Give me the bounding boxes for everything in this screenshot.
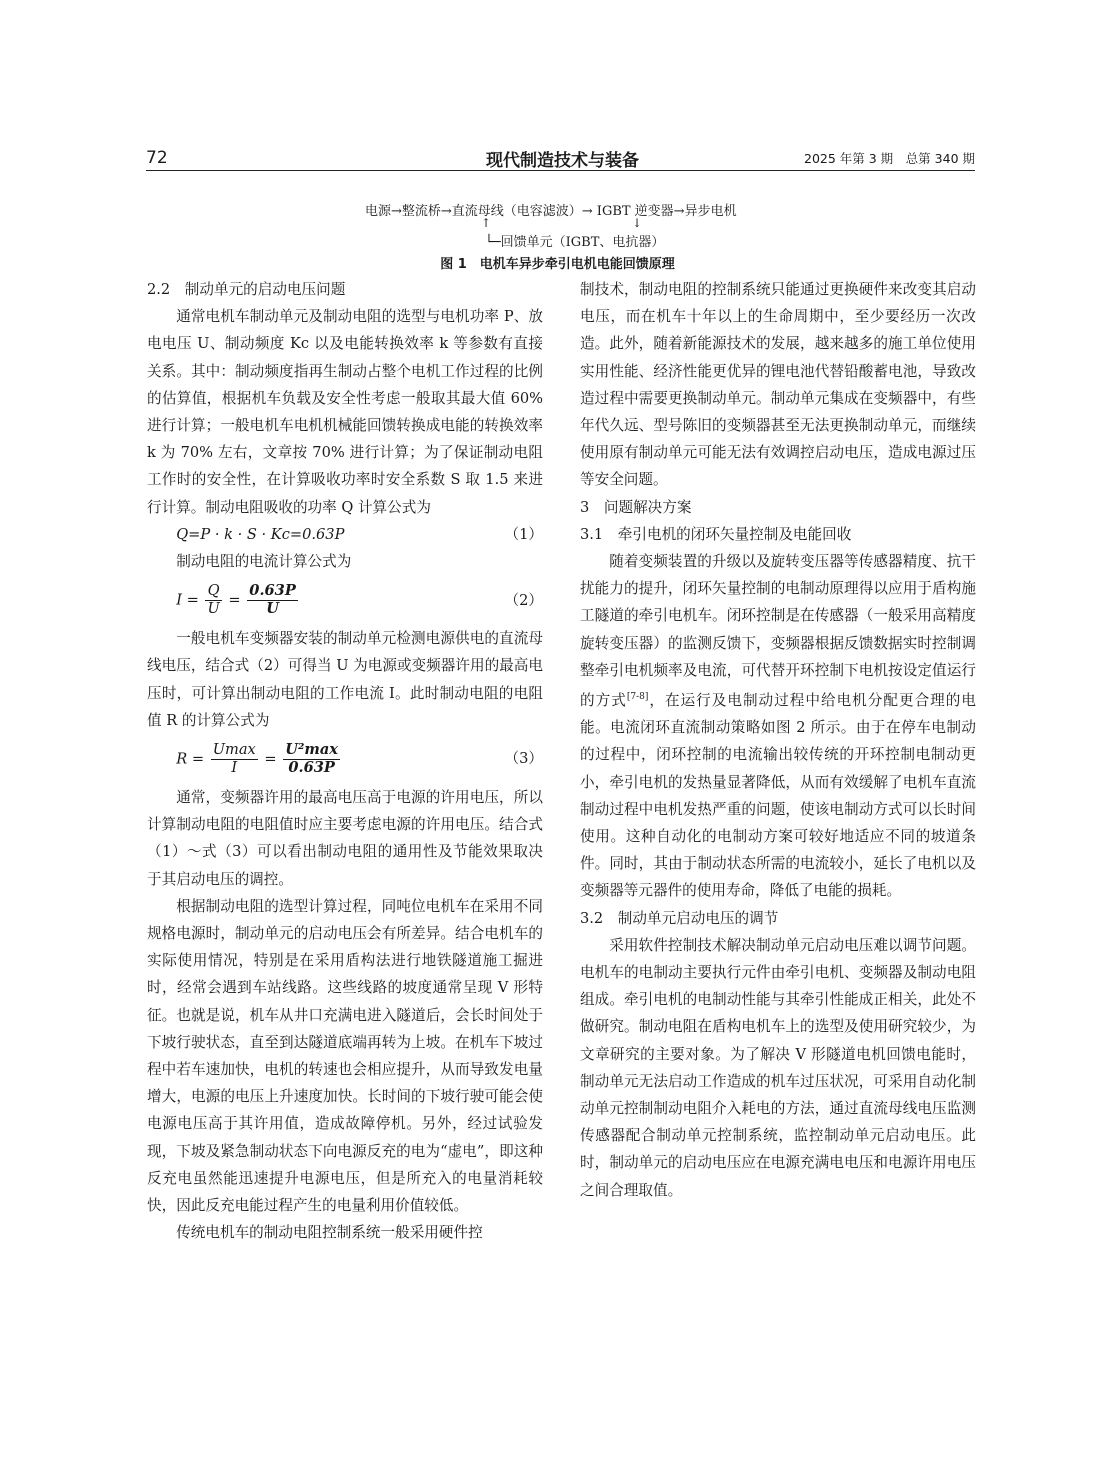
eq2-numerator-2: 0.63P	[249, 581, 296, 599]
eq3-equals: =	[264, 750, 277, 768]
paragraph-text: ，在运行及电制动过程中给电机分配更合理的电能。电流闭环直流制动策略如图 2 所示。由于在停车电制动的过程中，闭环控制的电流输出较传统的开环控制电制动更小，牵引电机的发热量显著降低，从而有效缓解了电机车直流制动过程中电机发热严重的问题，使该电制动方式可以长时间使用。这种自动化的电制动方案可较好地适应不同的坡道条件。同时，其由于制动状态所需的电流较小，延长了电机以及变频器等元器件的使用寿命，降低了电能的损耗。	[580, 691, 976, 900]
eq2-denominator-1: U	[207, 599, 220, 617]
equation-2	[147, 575, 543, 625]
equation-1-number: （1）	[504, 525, 543, 543]
figure-1	[0, 200, 1115, 270]
eq2-numerator-1: Q	[205, 583, 221, 601]
equation-1	[147, 521, 543, 548]
section-2-2-title: 2.2 制动单元的启动电压问题	[147, 281, 346, 298]
paragraph: 传统电机车的制动电阻控制系统一般采用硬件控	[176, 1224, 483, 1242]
section-3-1-title: 3.1 牵引电机的闭环矢量控制及电能回收	[580, 525, 852, 543]
paragraph	[580, 548, 976, 905]
paragraph: 根据制动电阻的选型计算过程，同吨位电机车在采用不同规格电源时，制动单元的启动电压会有所差异。结合电机车的实际使用情况，特别是在采用盾构法进行地铁隧道施工掘进时，经常会遇到车站线路。这些线路的坡度通常呈现 V 形特征。也就是说，机车从井口充满电进入隧道后，会长时间处于下坡行驶状态，直至到达隧道底端再转为上坡。在机车下坡过程中若车速加快，电机的转速也会相应提升，从而导致发电量增大，电源的电压上升速度加快。长时间的下坡行驶可能会使电源电压高于其许用值，造成故障停机。另外，经过试验发现，下坡及紧急制动状态下向电源反充的电为“虚电”，即这种反充电虽然能迅速提升电源电压，但是所充入的电量消耗较快，因此反充电能过程产生的电量利用价值较低。	[147, 897, 543, 1215]
right-column	[580, 276, 976, 1204]
figure-feedback-unit: └─回馈单元（IGBT、电抗器）	[485, 235, 665, 250]
eq3-numerator-1: Umax	[212, 740, 256, 758]
figure-caption: 图 1 电机车异步牵引电机电能回馈原理	[440, 257, 675, 272]
arrow-down-icon: ↓	[632, 216, 643, 230]
eq2-lhs: I =	[176, 591, 199, 609]
left-column	[147, 276, 543, 1247]
section-3-2-title: 3.2 制动单元启动电压的调节	[580, 909, 779, 927]
paragraph: 制动电阻的电流计算公式为	[176, 553, 352, 571]
equation-1-body: Q=P · k · S · Kc=0.63P	[176, 525, 345, 543]
arrow-up-icon: ↑	[481, 216, 492, 230]
paragraph: 采用软件控制技术解决制动单元启动电压难以调节问题。电机车的电制动主要执行元件由牵引电机、变频器及制动电阻组成。牵引电机的电制动性能与其牵引性能成正相关，此处不做研究。制动电阻在盾构电机车上的选型及使用研究较少，为文章研究的主要对象。为了解决 V 形隧道电机回馈电能时，制动单元无法启动工作造成的机车过压状况，可采用自动化制动单元控制制动电阻介入耗电的方法，通过直流母线电压监测传感器配合制动单元控制系统，监控制动单元启动电压。此时，制动单元的启动电压应在电源充满电电压和电源许用电压之间合理取值。	[580, 936, 976, 1199]
eq2-denominator-2: U	[266, 599, 279, 617]
eq3-denominator-2: 0.63P	[288, 758, 335, 776]
paragraph: 一般电机车变频器安装的制动单元检测电源供电的直流母线电压，结合式（2）可得当 U 为电源或变频器许用的最高电压时，可计算出制动电阻的工作电流 I。此时制动电阻的电阻值 R 的计算公式为	[147, 630, 543, 729]
paragraph: 通常，变频器许用的最高电压高于电源的许用电压，所以计算制动电阻的电阻值时应主要考虑电源的许用电压。结合式（1）～式（3）可以看出制动电阻的通用性及节能效果取决于其启动电压的调控。	[147, 789, 543, 888]
eq3-lhs: R =	[176, 750, 205, 768]
journal-title: 现代制造技术与装备	[486, 151, 639, 171]
eq2-equals: =	[228, 591, 241, 609]
figure-flow-main: 电源→整流桥→直流母线（电容滤波）→ IGBT 逆变器→异步电机	[365, 204, 737, 219]
page-number: 72	[146, 148, 168, 168]
equation-3-number: （3）	[504, 750, 543, 768]
eq3-numerator-2: U²max	[285, 740, 338, 758]
page-header	[146, 146, 975, 171]
issue-info: 2025 年第 3 期 总第 340 期	[804, 151, 975, 166]
paragraph-text: 随着变频装置的升级以及旋转变压器等传感器精度、抗干扰能力的提升，闭环矢量控制的电制动原理得以应用于盾构施工隧道的牵引电机车。闭环控制是在传感器（一般采用高精度旋转变压器）的监测反馈下，变频器根据反馈数据实时控制调整牵引电机频率及电流，可代替开环控制下电机按设定值运行的方式	[580, 553, 976, 709]
section-3-title: 3 问题解决方案	[580, 498, 692, 516]
paragraph: 通常电机车制动单元及制动电阻的选型与电机功率 P、放电电压 U、制动频度 Kc 以及电能转换效率 k 等参数有直接关系。其中：制动频度指再生制动占整个电机工作过程的比例的估算值，根据机车负载及安全性考虑一般取其最大值 60% 进行计算；一般电机车电机机械能回馈转换成电能的转换效率 k 为 70% 左右，文章按 70% 进行计算；为了保证制动电阻工作时的安全性，在计算吸收功率时安全系数 S 取 1.5 来进行计算。制动电阻吸收的功率 Q 计算公式为	[147, 308, 543, 516]
equation-2-number: （2）	[504, 591, 543, 609]
citation: [7-8]	[626, 692, 649, 703]
paragraph: 制技术，制动电阻的控制系统只能通过更换硬件来改变其启动电压，而在机车十年以上的生命周期中，至少要经历一次改造。此外，随着新能源技术的发展，越来越多的施工单位使用实用性能、经济性能更优异的锂电池代替铅酸蓄电池，导致改造过程中需要更换制动单元。制动单元集成在变频器中，有些年代久远、型号陈旧的变频器甚至无法更换制动单元，而继续使用原有制动单元可能无法有效调控启动电压，造成电源过压等安全问题。	[580, 281, 976, 489]
eq3-denominator-1: I	[231, 758, 238, 776]
equation-3	[147, 734, 543, 784]
